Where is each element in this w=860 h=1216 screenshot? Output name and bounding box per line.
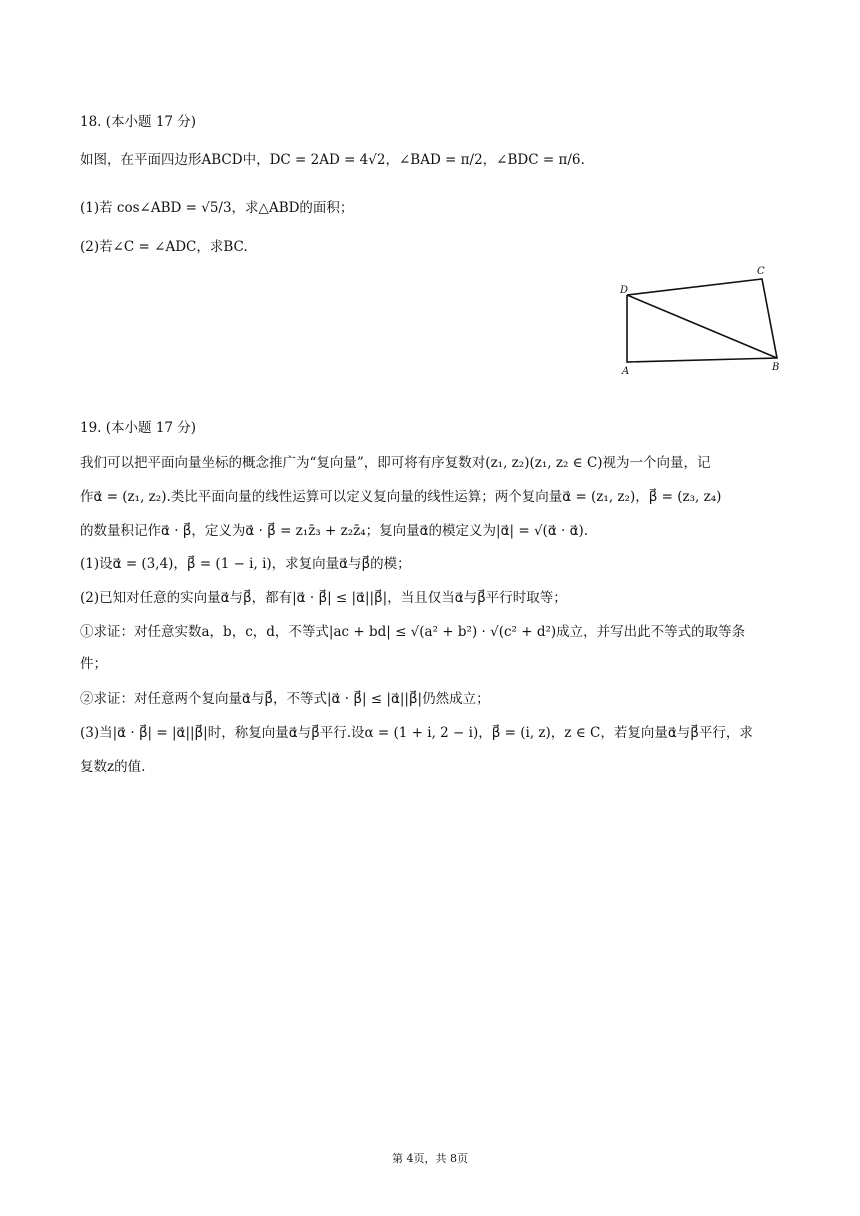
q18-part2: (2)若∠C = ∠ADC，求BC. — [80, 239, 248, 255]
q19-part3: (3)当|α⃗ · β⃗| = |α⃗||β⃗|时，称复向量α⃗与β⃗平行.设α = (1 + i, 2 − i)，β⃗ = (i, z)，z ∈ C，若复向量α⃗与β⃗平行，求 — [80, 725, 753, 741]
q19-line-1: 我们可以把平面向量坐标的概念推广为“复向量”，即可将有序复数对(z₁, z₂)(z₁, z₂ ∈ C)视为一个向量，记 — [80, 455, 711, 471]
label-A: A — [622, 366, 630, 377]
q19-part2: (2)已知对任意的实向量α⃗与β⃗，都有|α⃗ · β⃗| ≤ |α⃗||β⃗|，当且仅当α⃗与β⃗平行时取等； — [80, 590, 567, 606]
q19-part3-cont: 复数z的值. — [80, 759, 146, 775]
q19-line-2: 作α⃗ = (z₁, z₂).类比平面向量的线性运算可以定义复向量的线性运算；两个复向量α⃗ = (z₁, z₂)，β⃗ = (z₃, z₄) — [80, 489, 722, 505]
q18-header: 18. (本小题 17 分) — [80, 114, 197, 130]
q19-part2-proof2: ②求证：对任意两个复向量α⃗与β⃗，不等式|α⃗ · β⃗| ≤ |α⃗||β⃗|仍然成立； — [80, 691, 490, 707]
label-C: C — [757, 266, 765, 277]
q18-intro: 如图，在平面四边形ABCD中，DC = 2AD = 4√2，∠BAD = π/2，∠BDC = π/6. — [80, 152, 585, 168]
q19-part1: (1)设α⃗ = (3,4)，β⃗ = (1 − i, i)，求复向量α⃗与β⃗的模； — [80, 556, 411, 572]
label-D: D — [620, 285, 629, 296]
q18-part1: (1)若 cos∠ABD = √5/3，求△ABD的面积； — [80, 200, 354, 216]
label-B: B — [772, 362, 780, 373]
q19-line-3: 的数量积记作α⃗ · β⃗，定义为α⃗ · β⃗ = z₁z̄₃ + z₂z̄₄；复向量α⃗的模定义为|α⃗| = √(α⃗ · α⃗). — [80, 523, 589, 539]
page-footer: 第 4页，共 8页 — [392, 1152, 468, 1165]
q19-header: 19. (本小题 17 分) — [80, 420, 197, 436]
q19-part2-proof1-cont: 件； — [80, 656, 107, 672]
quadrilateral-figure — [610, 262, 790, 382]
q19-part2-proof1: ①求证：对任意实数a，b，c，d，不等式|ac + bd| ≤ √(a² + b²) · √(c² + d²)成立，并写出此不等式的取等条 — [80, 624, 746, 640]
